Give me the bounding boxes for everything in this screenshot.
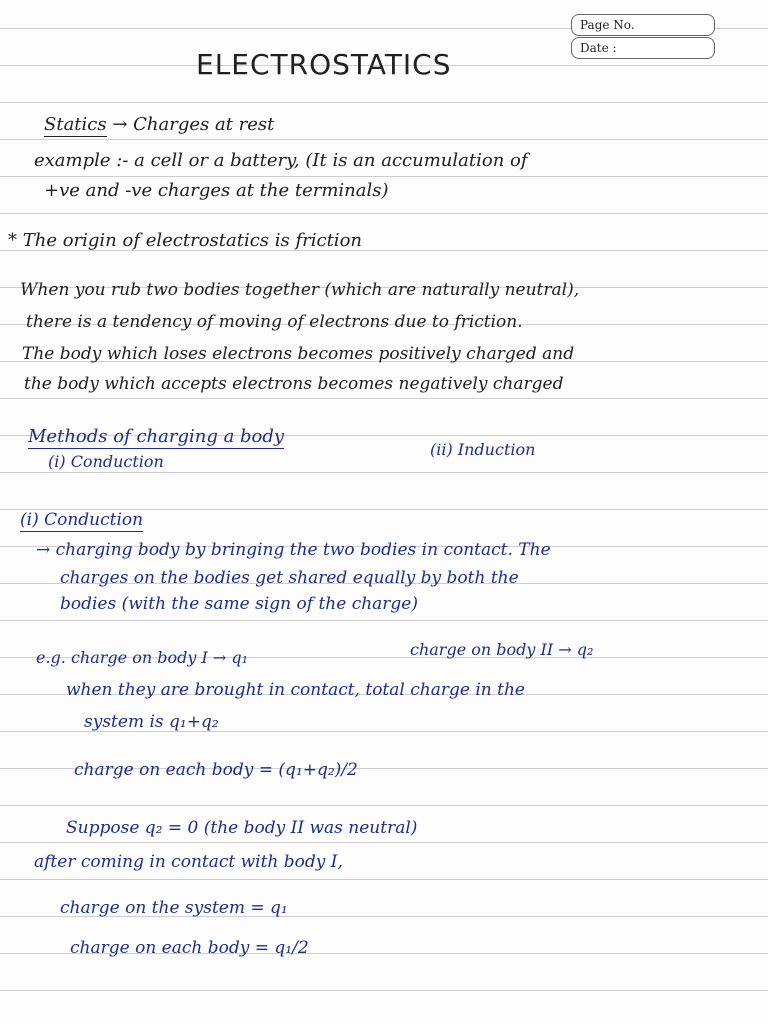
conduction-heading: (i) Conduction	[20, 510, 144, 530]
example-charge-body-1: e.g. charge on body I → q₁	[36, 648, 249, 667]
conduction-line-1: → charging body by bringing the two bodies in contact. The	[36, 540, 551, 560]
page-no-label: Page No.	[580, 18, 635, 32]
page-title: ELECTROSTATICS	[196, 48, 452, 81]
example-line-1	[34, 150, 528, 171]
example-line-system: system is q₁+q₂	[84, 712, 219, 732]
origin-heading: * The origin of electrostatics is friction	[8, 230, 362, 251]
page-no-box	[571, 14, 715, 36]
statics-definition: → Charges at rest	[112, 114, 275, 135]
friction-line-4: the body which accepts electrons becomes negatively charged	[24, 374, 564, 394]
system-charge-line: charge on the system = q₁	[60, 898, 288, 918]
methods-heading: Methods of charging a body	[28, 426, 285, 447]
after-contact-line: after coming in contact with body I,	[34, 852, 343, 872]
method-induction: (ii) Induction	[430, 440, 536, 459]
statics-label: Statics → Charges at rest	[44, 114, 275, 135]
example-label: example :-	[34, 150, 129, 171]
conduction-line-3: bodies (with the same sign of the charge)	[60, 594, 418, 614]
friction-line-3: The body which loses electrons becomes positively charged and	[22, 344, 575, 364]
example-charge-body-2: charge on body II → q₂	[410, 640, 594, 659]
example-text-1: a cell or a battery, (It is an accumulation of	[134, 150, 528, 171]
charge-each-body-formula: charge on each body = (q₁+q₂)/2	[74, 760, 358, 780]
friction-line-2: there is a tendency of moving of electrons due to friction.	[26, 312, 523, 332]
conduction-line-2: charges on the bodies get shared equally by both the	[60, 568, 519, 588]
date-box	[571, 37, 715, 59]
example-line-contact: when they are brought in contact, total charge in the	[66, 680, 525, 700]
example-line-2: +ve and -ve charges at the terminals)	[44, 180, 389, 201]
method-conduction: (i) Conduction	[48, 452, 164, 471]
date-label: Date :	[580, 41, 617, 55]
each-body-final-line: charge on each body = q₁/2	[70, 938, 309, 958]
friction-line-1: When you rub two bodies together (which are naturally neutral),	[20, 280, 580, 300]
suppose-line: Suppose q₂ = 0 (the body II was neutral)	[66, 818, 418, 838]
